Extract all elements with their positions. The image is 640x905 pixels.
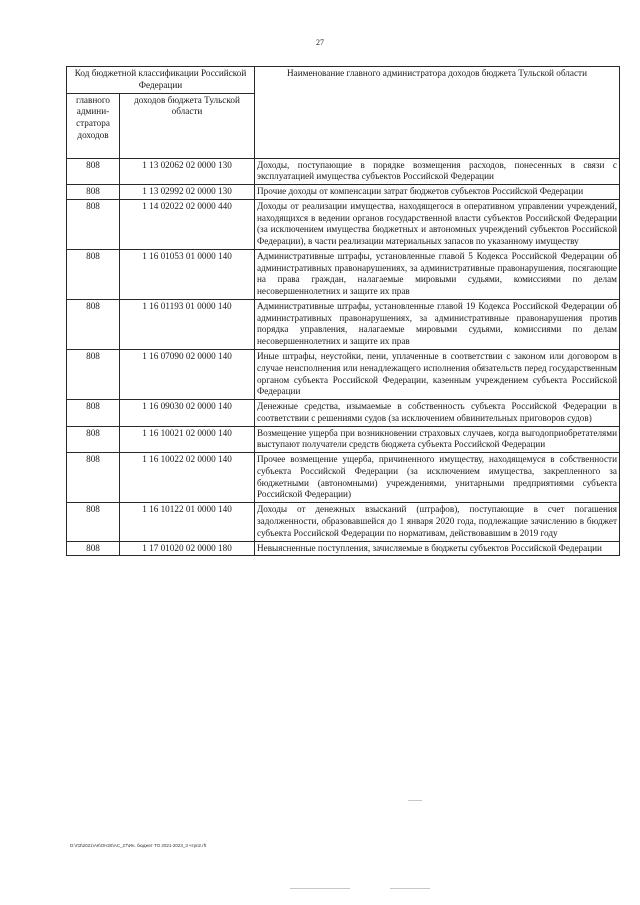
table-row [67,453,620,503]
admin-code-cell: 808 [67,503,120,541]
revenue-name-cell: Доходы, поступающие в порядке возмещения расходов, понесенных в связи с эксплуатацией имущества субъектов Российской Федерации [255,158,620,185]
header-administrator-name: Наименование главного администратора доходов бюджета Тульской области [255,67,620,159]
revenue-code-cell: 1 17 01020 02 0000 180 [120,541,255,556]
admin-code-cell: 808 [67,199,120,249]
revenue-code-cell: 1 14 02022 02 0000 440 [120,199,255,249]
revenue-name-cell: Прочее возмещение ущерба, причиненного имуществу, находящемуся в собственности субъекта Российской Федерации (за исключением имущества, закрепленного за бюджетными (автономными) учреждениями, унитарными предприятиями субъекта Российской Федерации) [255,453,620,503]
revenue-code-cell: 1 16 07090 02 0000 140 [120,350,255,400]
revenue-name-cell: Прочие доходы от компенсации затрат бюджетов субъектов Российской Федерации [255,185,620,200]
revenue-name-cell: Невыясненные поступления, зачисляемые в бюджеты субъектов Российской Федерации [255,541,620,556]
revenue-name-cell: Доходы от реализации имущества, находящегося в оперативном управлении учреждений, находящихся в ведении органов государственной власти субъектов Российской Федерации (за исключением имущества бюджетных и автономных учреждений субъектов Российской Федерации), в части реализации материальных запасов по указанному имуществу [255,199,620,249]
table-row [67,426,620,453]
admin-code-cell: 808 [67,299,120,349]
revenue-code-cell: 1 16 01053 01 0000 140 [120,249,255,299]
header-budget-classification-code: Код бюджетной классификации Российской Федерации [67,67,255,94]
admin-code-cell: 808 [67,541,120,556]
scan-mark [408,800,422,801]
scan-mark [290,888,350,889]
table-row [67,199,620,249]
table-row [67,185,620,200]
table-header [67,67,620,159]
revenue-name-cell: Возмещение ущерба при возникновении страховых случаев, когда выгодоприобретателями выступают получатели средств бюджета субъекта Российской Федерации [255,426,620,453]
admin-code-cell: 808 [67,185,120,200]
table-row [67,249,620,299]
page-number: 27 [316,38,324,47]
header-main-administrator: главного админи-стратора доходов [67,93,120,158]
revenue-name-cell: Административные штрафы, установленные главой 19 Кодекса Российской Федерации об административных правонарушениях, за административные правонарушения против порядка управления, налагаемые мировыми судьями, комиссиями по делам несовершеннолетних и защите их прав [255,299,620,349]
header-revenue-code: доходов бюджета Тульской области [120,93,255,158]
admin-code-cell: 808 [67,158,120,185]
table-row [67,503,620,541]
admin-code-cell: 808 [67,426,120,453]
revenue-name-cell: Иные штрафы, неустойки, пени, уплаченные в соответствии с законом или договором в случае неисполнения или ненадлежащего исполнения обязательств перед государственным органом субъекта Российской Федерации, казенным учреждением субъекта Российской Федерации [255,350,620,400]
admin-code-cell: 808 [67,400,120,427]
table-row [67,299,620,349]
revenue-code-cell: 1 16 09030 02 0000 140 [120,400,255,427]
table-row [67,541,620,556]
revenue-name-cell: Доходы от денежных взысканий (штрафов), поступающие в счет погашения задолженности, образовавшейся до 1 января 2020 года, подлежащие зачислению в бюджет субъекта Российской Федерации по нормативам, действовавшим в 2019 году [255,503,620,541]
revenue-code-cell: 1 16 01193 01 0000 140 [120,299,255,349]
scan-mark [390,888,430,889]
revenue-code-cell: 1 16 10122 01 0000 140 [120,503,255,541]
revenue-code-cell: 1 13 02992 02 0000 130 [120,185,255,200]
admin-code-cell: 808 [67,453,120,503]
revenue-name-cell: Административные штрафы, установленные главой 5 Кодекса Российской Федерации об административных правонарушениях, за административные правонарушения, посягающие на права граждан, налагаемые мировыми судьями, комиссиями по делам несовершеннолетних и защите их прав [255,249,620,299]
table-row [67,400,620,427]
admin-code-cell: 808 [67,249,120,299]
revenue-administrators-table [66,66,620,556]
table-row [67,158,620,185]
revenue-code-cell: 1 16 10022 02 0000 140 [120,453,255,503]
admin-code-cell: 808 [67,350,120,400]
table-row [67,350,620,400]
footer-file-path: D:\ЛЗ\2021\АК\ОН26\АС_27\Ин. бюджет ТО 2021-2023_3 чтрп2.rft [70,843,207,848]
revenue-code-cell: 1 13 02062 02 0000 130 [120,158,255,185]
revenue-name-cell: Денежные средства, изымаемые в собственность субъекта Российской Федерации в соответствии с решениями судов (за исключением обвинительных приговоров судов) [255,400,620,427]
revenue-code-cell: 1 16 10021 02 0000 140 [120,426,255,453]
table-body [67,158,620,556]
